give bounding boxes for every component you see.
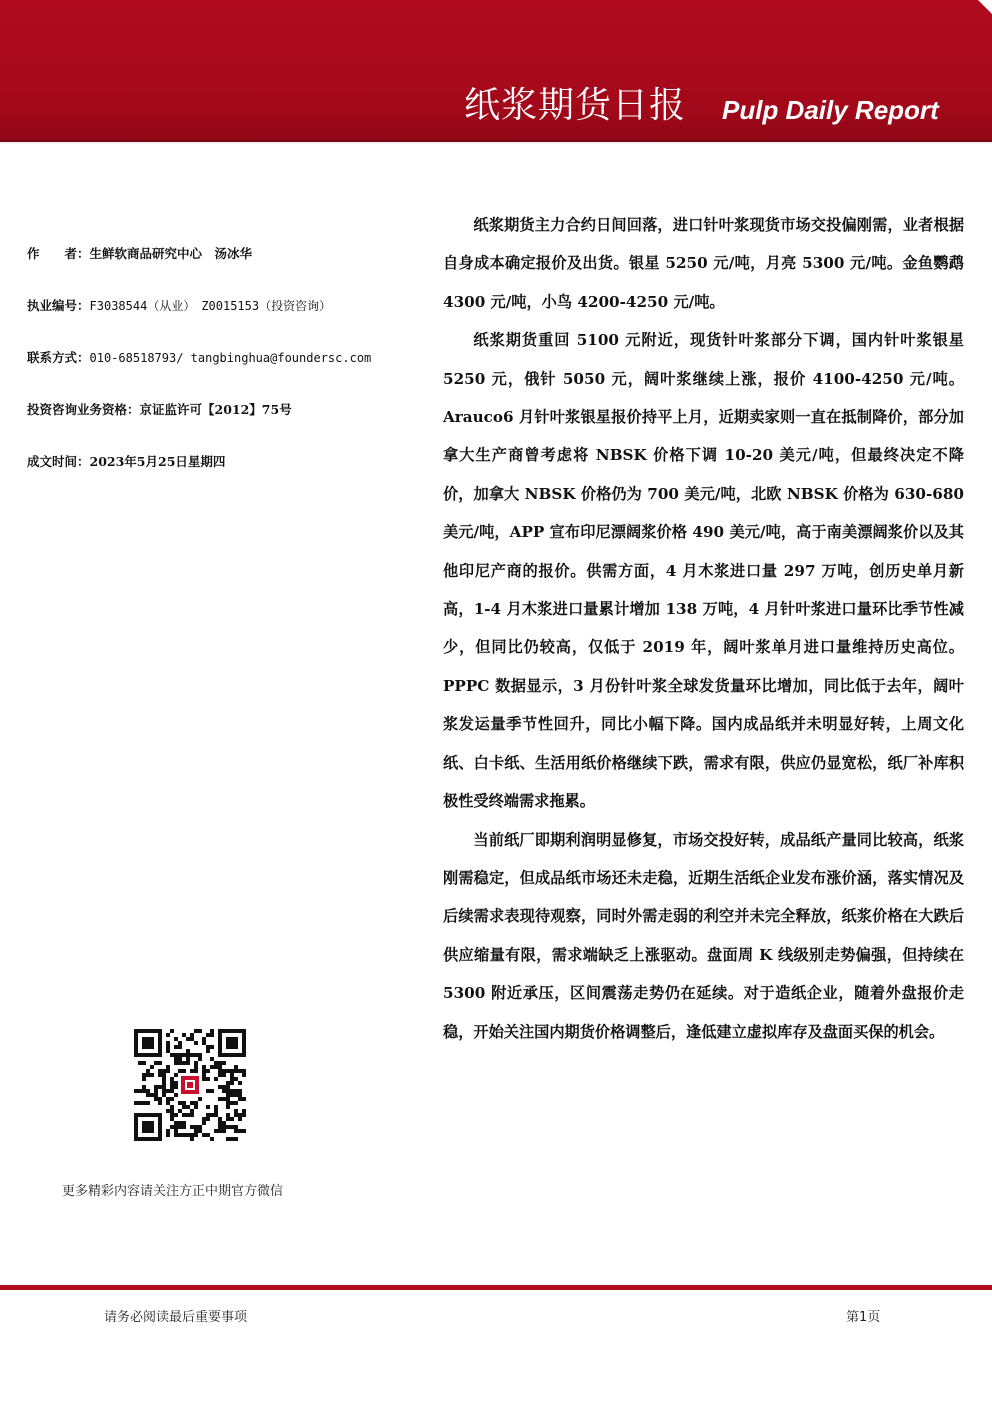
body-paragraph-1: 纸浆期货主力合约日间回落，进口针叶浆现货市场交投偏刚需，业者根据自身成本确定报价及出货。银星 5250 元/吨，月亮 5300 元/吨。金鱼鹦鹉 4300 元/吨，小鸟 4200-4250 元/吨。 [443,216,964,311]
meta-date [27,452,427,472]
meta-author-label: 作 者： [27,246,90,261]
meta-author-value: 生鲜软商品研究中心 汤冰华 [89,246,253,261]
header-corner-fold [978,0,992,14]
report-title-en: Pulp Daily Report [722,95,939,125]
meta-qualification-value: 京证监许可【2012】75号 [139,402,292,417]
meta-contact-value: 010-68518793/ tangbinghua@foundersc.com [89,351,372,365]
meta-license-label: 执业编号： [27,298,90,313]
meta-qualification-label: 投资咨询业务资格： [27,402,140,417]
qr-code-icon [134,1029,246,1141]
meta-qualification [27,400,427,420]
body-paragraph-3: 当前纸厂即期利润明显修复，市场交投好转，成品纸产量同比较高，纸浆刚需稳定，但成品纸市场还未走稳，近期生活纸企业发布涨价涵，落实情况及后续需求表现待观察，同时外需走弱的利空并未完全释放，纸浆价格在大跌后供应缩量有限，需求端缺乏上涨驱动。盘面周 K 线级别走势偏强，但持续在 5300 附近承压，区间震荡走势仍在延续。对于造纸企业，随着外盘报价走稳，开始关注国内期货价格调整后，逢低建立虚拟库存及盘面买保的机会。 [443,830,964,1041]
meta-date-label: 成文时间： [27,454,90,469]
meta-license-value: F3038544（从业） Z0015153（投资咨询） [89,299,332,313]
footer-notice: 请务必阅读最后重要事项 [104,1310,248,1325]
qr-caption: 更多精彩内容请关注方正中期官方微信 [62,1184,284,1199]
body-paragraph-2: 纸浆期货重回 5100 元附近，现货针叶浆部分下调，国内针叶浆银星 5250 元，俄针 5050 元，阔叶浆继续上涨，报价 4100-4250 元/吨。Arauco6 月针叶浆银星报价持平上月，近期卖家则一直在抵制降价，部分加拿大生产商曾考虑将 NBSK 价格下调 10-20 美元/吨，但最终决定不降价，加拿大 NBSK 价格仍为 700 美元/吨，北欧 NBSK 价格为 630-680 美元/吨，APP 宣布印尼漂阔浆价格 490 美元/吨，高于南美漂阔浆价以及其他印尼产商的报价。供需方面，4 月木浆进口量 297 万吨，创历史单月新高，1-4 月木浆进口量累计增加 138 万吨，4 月针叶浆进口量环比季节性减少，但同比仍较高，仅低于 2019 年，阔叶浆单月进口量维持历史高位。PPPC 数据显示，3 月份针叶浆全球发货量环比增加，同比低于去年，阔叶浆发运量季节性回升，同比小幅下降。国内成品纸并未明显好转，上周文化纸、白卡纸、生活用纸价格继续下跌，需求有限，供应仍显宽松，纸厂补库积极性受终端需求拖累。 [443,331,964,811]
footer-divider [0,1285,992,1290]
meta-contact-label: 联系方式： [27,350,90,365]
report-body [443,206,964,1051]
meta-author [27,244,427,264]
meta-date-value: 2023年5月25日星期四 [89,454,226,469]
footer-page-number: 第1页 [846,1310,881,1325]
header-shadow [0,140,992,144]
report-title-cn: 纸浆期货日报 [464,85,687,126]
meta-contact [27,348,427,368]
meta-license [27,296,427,316]
